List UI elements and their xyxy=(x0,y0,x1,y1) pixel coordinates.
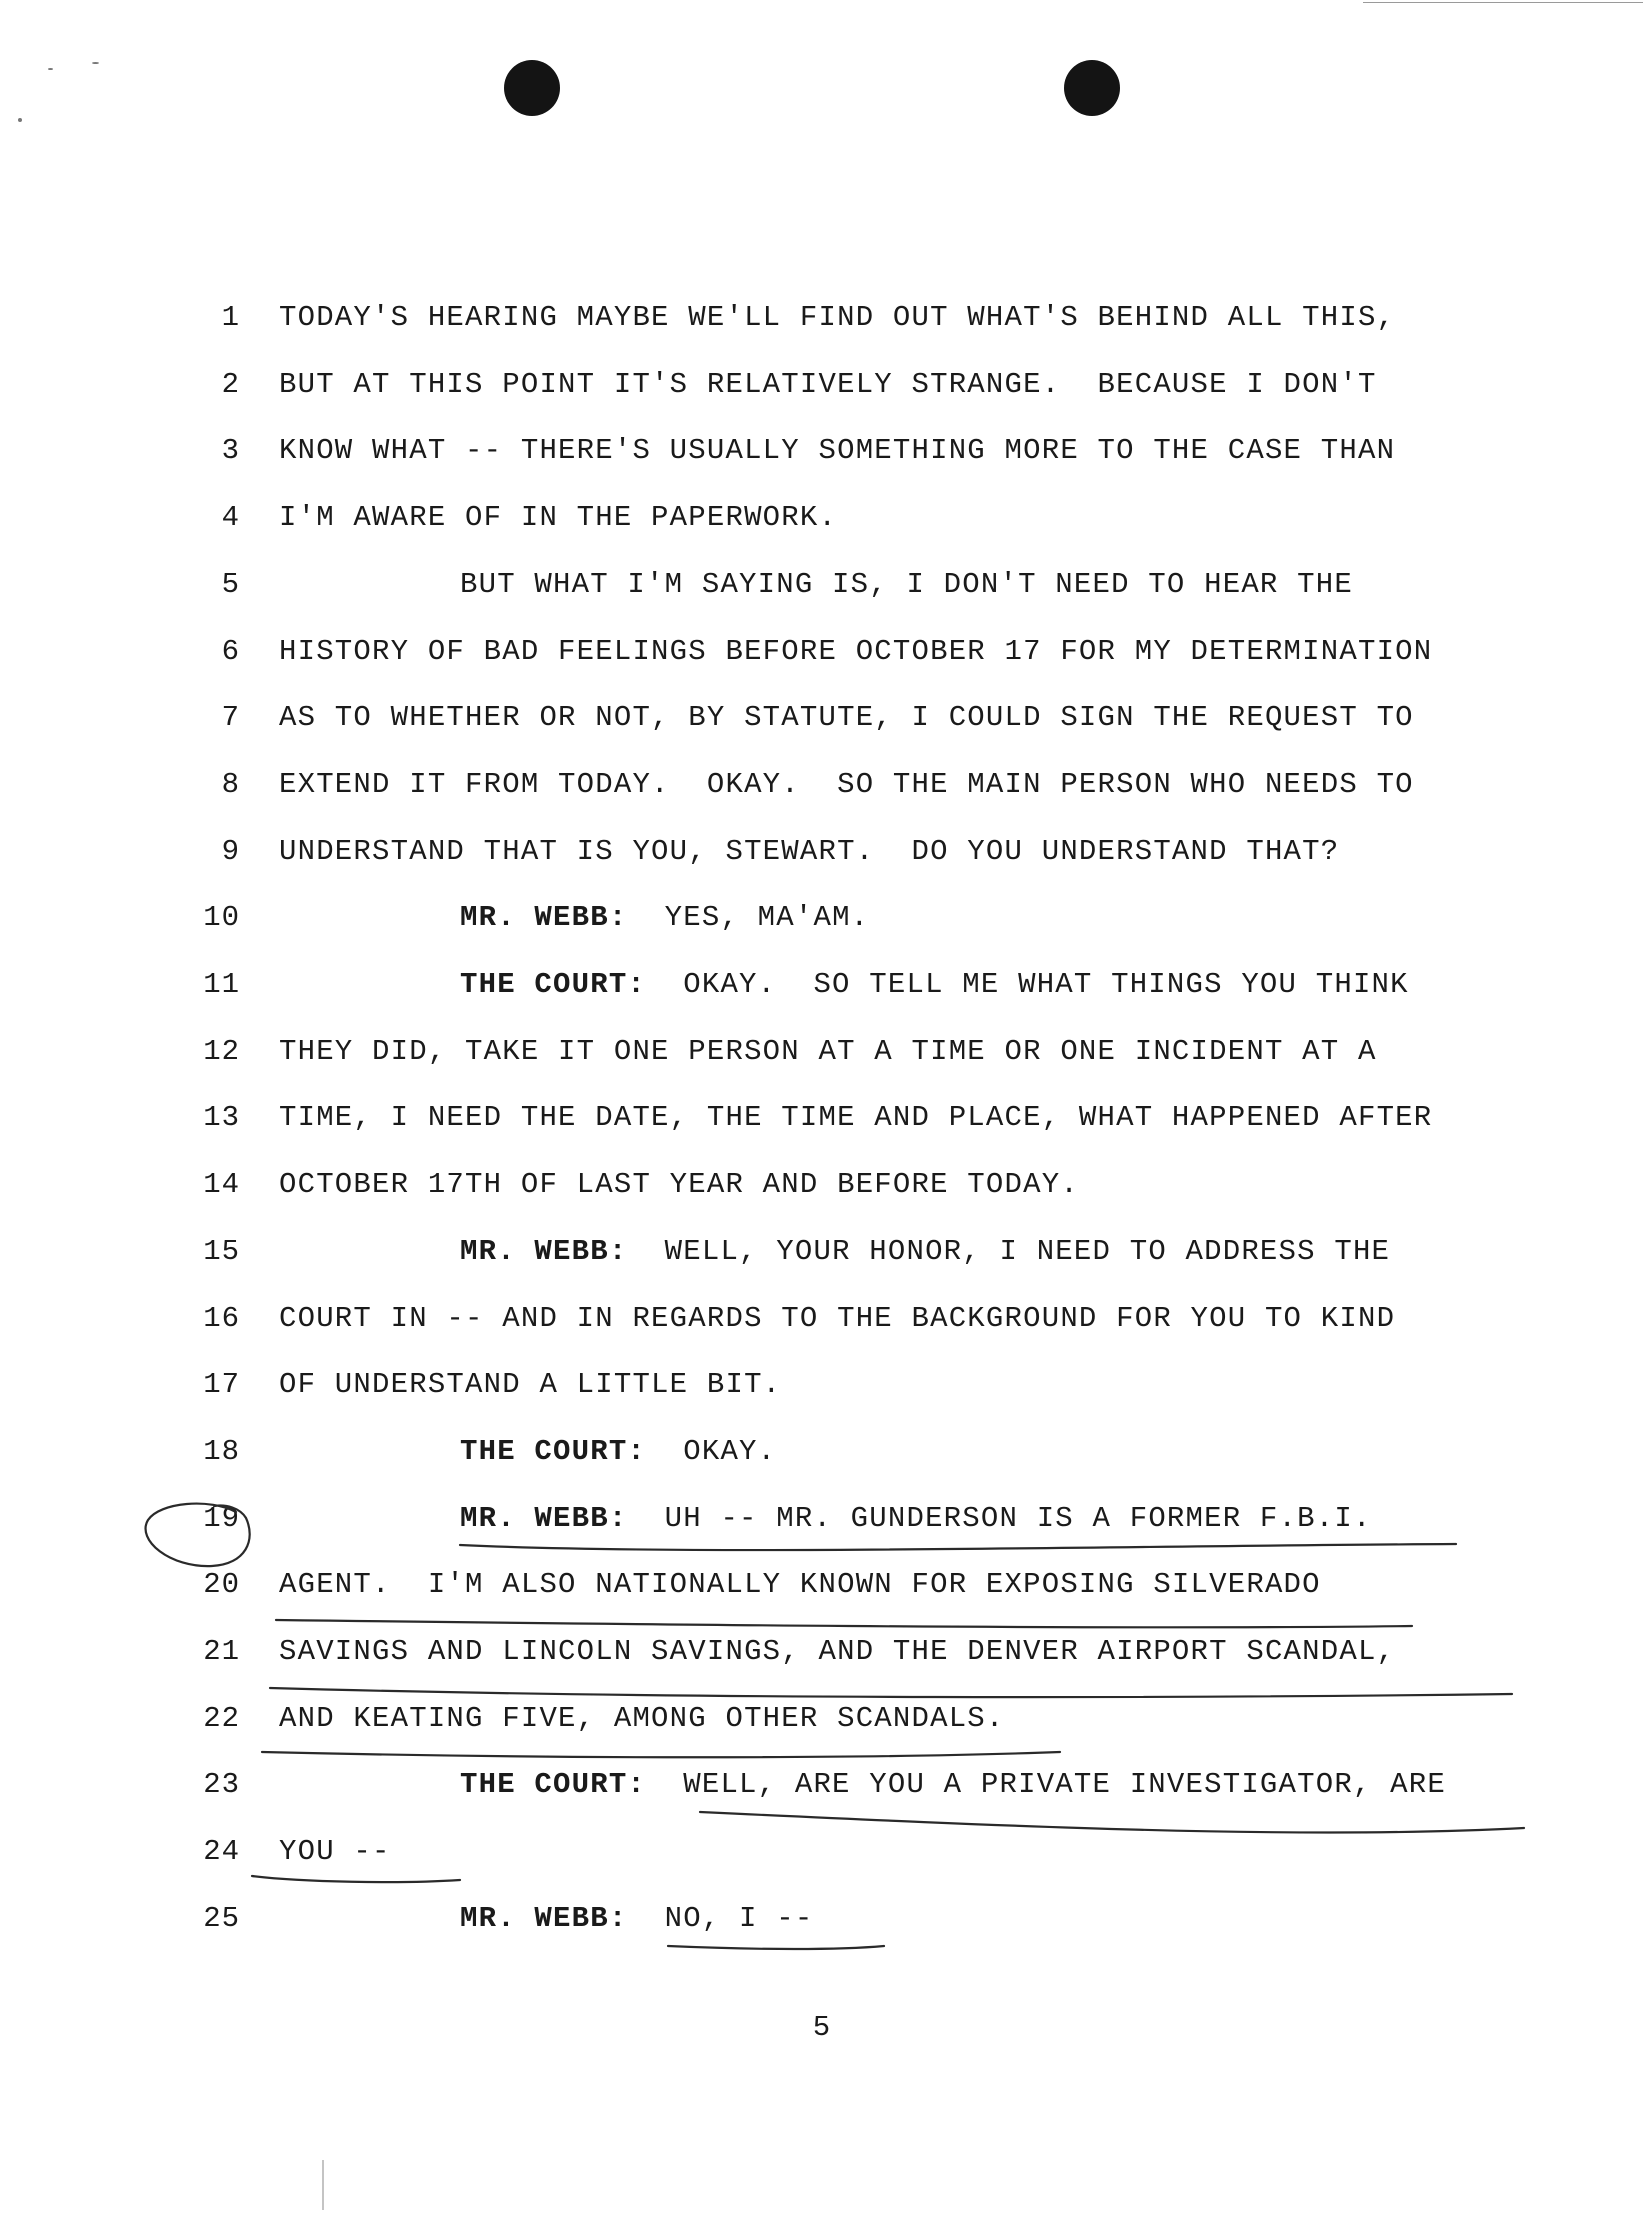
speaker-label: MR. WEBB: xyxy=(460,901,628,935)
spoken-text: UNDERSTAND THAT IS YOU, STEWART. DO YOU UNDERSTAND THAT? xyxy=(279,834,1340,868)
line-number: 17 xyxy=(203,1368,240,1402)
line-number: 22 xyxy=(203,1701,240,1735)
line-number: 13 xyxy=(203,1101,240,1135)
line-text xyxy=(460,1232,1390,1272)
transcript-line xyxy=(0,298,1643,338)
spoken-text: AND KEATING FIVE, AMONG OTHER SCANDALS. xyxy=(279,1701,1005,1735)
line-text xyxy=(279,1299,1395,1339)
line-text xyxy=(279,1699,1005,1739)
transcript-line xyxy=(0,1899,1643,1939)
underline-line-25 xyxy=(668,1946,884,1949)
underline-line-22 xyxy=(262,1752,1060,1757)
transcript-line xyxy=(0,1299,1643,1339)
spoken-text: SAVINGS AND LINCOLN SAVINGS, AND THE DENVER AIRPORT SCANDAL, xyxy=(279,1635,1396,1668)
line-text xyxy=(460,965,1409,1005)
scan-edge-line xyxy=(1363,2,1643,3)
line-text xyxy=(279,1032,1377,1072)
line-text xyxy=(279,365,1377,405)
transcript-line xyxy=(0,431,1643,471)
line-number: 21 xyxy=(203,1635,240,1668)
spoken-text: AS TO WHETHER OR NOT, BY STATUTE, I COULD SIGN THE REQUEST TO xyxy=(279,701,1414,735)
spoken-text: YES, MA'AM. xyxy=(627,901,870,935)
line-number: 1 xyxy=(221,301,240,334)
line-number: 16 xyxy=(203,1301,240,1335)
punch-hole-right xyxy=(1064,60,1120,116)
transcript-line xyxy=(0,698,1643,738)
speaker-label: MR. WEBB: xyxy=(460,1501,628,1535)
line-number: 7 xyxy=(221,701,240,735)
line-text xyxy=(279,765,1414,805)
line-text xyxy=(460,1499,1372,1539)
line-number: 5 xyxy=(221,567,240,601)
transcript-line xyxy=(0,1765,1643,1805)
speaker-label: MR. WEBB: xyxy=(460,1901,628,1935)
transcript-line xyxy=(0,1632,1643,1672)
spoken-text: OF UNDERSTAND A LITTLE BIT. xyxy=(279,1368,782,1402)
spoken-text: BUT WHAT I'M SAYING IS, I DON'T NEED TO HEAR THE xyxy=(460,567,1353,601)
line-text xyxy=(279,698,1414,738)
transcript-line xyxy=(0,498,1643,538)
line-text xyxy=(279,1632,1395,1672)
spoken-text: WELL, YOUR HONOR, I NEED TO ADDRESS THE xyxy=(627,1234,1391,1268)
spoken-text: OCTOBER 17TH OF LAST YEAR AND BEFORE TODAY. xyxy=(279,1168,1079,1202)
transcript-line xyxy=(0,1365,1643,1405)
transcript-line xyxy=(0,832,1643,872)
line-text xyxy=(279,1565,1321,1605)
line-text xyxy=(279,632,1432,672)
line-text xyxy=(460,1432,776,1472)
transcript-line xyxy=(0,765,1643,805)
transcript-line xyxy=(0,1832,1643,1872)
underline-line-20 xyxy=(276,1620,1412,1627)
line-number: 10 xyxy=(203,901,240,935)
spoken-text: COURT IN -- AND IN REGARDS TO THE BACKGROUND FOR YOU TO KIND xyxy=(279,1301,1396,1335)
punch-hole-left xyxy=(504,60,560,116)
transcript-line xyxy=(0,1232,1643,1272)
line-number: 8 xyxy=(221,767,240,801)
line-text xyxy=(279,832,1339,872)
spoken-text: OKAY. SO TELL ME WHAT THINGS YOU THINK xyxy=(646,968,1409,1001)
line-text xyxy=(279,431,1395,471)
margin-mark xyxy=(322,2160,324,2210)
spoken-text: UH -- MR. GUNDERSON IS A FORMER F.B.I. xyxy=(627,1501,1372,1535)
line-number: 2 xyxy=(221,367,240,401)
speaker-label: MR. WEBB: xyxy=(460,1234,628,1268)
line-text xyxy=(460,1899,813,1939)
line-number: 12 xyxy=(203,1034,240,1068)
line-text xyxy=(279,298,1395,338)
spoken-text: NO, I -- xyxy=(627,1901,814,1935)
line-number: 24 xyxy=(203,1835,240,1869)
line-number: 9 xyxy=(221,834,240,868)
spoken-text: THEY DID, TAKE IT ONE PERSON AT A TIME OR ONE INCIDENT AT A xyxy=(279,1034,1377,1068)
spoken-text: HISTORY OF BAD FEELINGS BEFORE OCTOBER 17 FOR MY DETERMINATION xyxy=(279,634,1433,668)
transcript-line xyxy=(0,1032,1643,1072)
line-number: 25 xyxy=(203,1901,240,1935)
spoken-text: KNOW WHAT -- THERE'S USUALLY SOMETHING MORE TO THE CASE THAN xyxy=(279,434,1396,468)
speaker-label: THE COURT: xyxy=(460,968,647,1001)
spoken-text: AGENT. I'M ALSO NATIONALLY KNOWN FOR EXPOSING SILVERADO xyxy=(279,1568,1321,1602)
line-text xyxy=(460,565,1353,605)
transcript-line xyxy=(0,1165,1643,1205)
spoken-text: EXTEND IT FROM TODAY. OKAY. SO THE MAIN PERSON WHO NEEDS TO xyxy=(279,767,1414,801)
underline-line-24 xyxy=(252,1876,460,1882)
underline-line-21 xyxy=(270,1688,1512,1697)
spoken-text: OKAY. xyxy=(646,1434,777,1468)
speaker-label: THE COURT: xyxy=(460,1434,647,1468)
transcript-line xyxy=(0,632,1643,672)
transcript-line xyxy=(0,1432,1643,1472)
line-number: 4 xyxy=(221,501,240,535)
underline-line-19 xyxy=(460,1544,1456,1550)
line-number: 15 xyxy=(203,1234,240,1268)
transcript-line xyxy=(0,1499,1643,1539)
transcript-line xyxy=(0,365,1643,405)
line-text xyxy=(279,1098,1432,1138)
transcript-line xyxy=(0,1565,1643,1605)
line-text xyxy=(460,1765,1446,1805)
line-text xyxy=(279,498,837,538)
line-number: 14 xyxy=(203,1168,240,1202)
line-text xyxy=(279,1165,1079,1205)
line-number: 18 xyxy=(203,1434,240,1468)
spoken-text: BUT AT THIS POINT IT'S RELATIVELY STRANGE. BECAUSE I DON'T xyxy=(279,367,1377,401)
transcript-line xyxy=(0,1699,1643,1739)
speaker-label: THE COURT: xyxy=(460,1768,647,1802)
line-number: 11 xyxy=(203,968,240,1001)
transcript-line xyxy=(0,1098,1643,1138)
line-number: 19 xyxy=(203,1501,240,1535)
underline-line-23 xyxy=(700,1812,1524,1833)
page-number: 5 xyxy=(812,2011,831,2044)
spoken-text: I'M AWARE OF IN THE PAPERWORK. xyxy=(279,501,838,535)
line-number: 23 xyxy=(203,1768,240,1802)
line-text xyxy=(279,1832,391,1872)
line-number: 6 xyxy=(221,634,240,668)
line-number: 3 xyxy=(221,434,240,468)
transcript-line xyxy=(0,565,1643,605)
scan-speck xyxy=(48,68,53,70)
line-text xyxy=(279,1365,781,1405)
scan-speck xyxy=(18,118,22,122)
spoken-text: TIME, I NEED THE DATE, THE TIME AND PLACE, WHAT HAPPENED AFTER xyxy=(279,1101,1433,1135)
transcript-line xyxy=(0,965,1643,1005)
line-text xyxy=(460,898,869,938)
line-number: 20 xyxy=(203,1568,240,1602)
spoken-text: WELL, ARE YOU A PRIVATE INVESTIGATOR, ARE xyxy=(646,1768,1446,1802)
spoken-text: YOU -- xyxy=(279,1835,391,1869)
scan-speck xyxy=(92,62,99,64)
spoken-text: TODAY'S HEARING MAYBE WE'LL FIND OUT WHAT'S BEHIND ALL THIS, xyxy=(279,301,1396,334)
transcript-line xyxy=(0,898,1643,938)
